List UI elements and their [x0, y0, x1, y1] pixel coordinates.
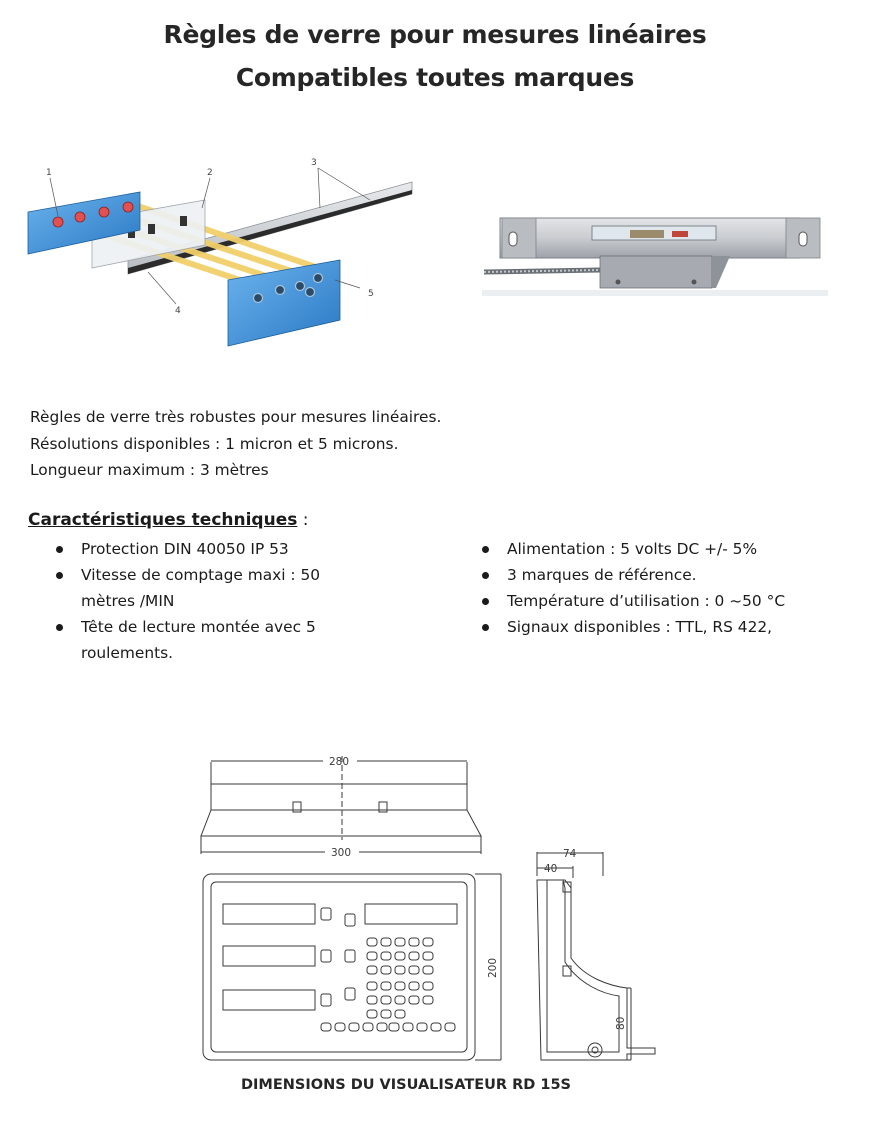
spec-item: Température d’utilisation : 0 ~50 °C — [480, 588, 840, 614]
callout-3: 3 — [311, 158, 317, 168]
glass-scale-photo — [480, 200, 830, 300]
readout-dimension-drawing — [195, 748, 675, 1078]
dim-width-top: 280 — [329, 756, 350, 768]
callout-2: 2 — [207, 168, 213, 178]
callout-1: 1 — [46, 168, 52, 178]
intro-text — [30, 404, 441, 484]
callout-4: 4 — [175, 306, 181, 316]
exploded-optical-diagram — [20, 150, 420, 355]
intro-line: Résolutions disponibles : 1 micron et 5 microns. — [30, 434, 399, 453]
dim-width-bottom: 300 — [331, 847, 352, 859]
intro-line: Longueur maximum : 3 mètres — [30, 461, 269, 479]
callout-5: 5 — [368, 289, 374, 299]
dim-height: 200 — [487, 957, 499, 978]
dim-depth-inner: 40 — [544, 863, 558, 875]
specs-heading — [28, 510, 308, 530]
spec-item: Alimentation : 5 volts DC +/- 5% — [480, 536, 840, 562]
specs-list-left — [54, 536, 354, 666]
specs-heading-colon: : — [297, 510, 309, 530]
figure-caption: DIMENSIONS DU VISUALISATEUR RD 15S — [241, 1077, 571, 1093]
spec-item: Signaux disponibles : TTL, RS 422, — [480, 614, 840, 640]
spec-item: Tête de lecture montée avec 5 roulements. — [54, 614, 354, 666]
intro-line: Règles de verre très robustes pour mesures linéaires. — [30, 408, 442, 426]
page-title-line-2: Compatibles toutes marques — [235, 63, 635, 92]
spec-item: Vitesse de comptage maxi : 50 mètres /MIN — [54, 562, 354, 614]
specs-list-right — [480, 536, 840, 640]
page-title-line-1: Règles de verre pour mesures linéaires — [163, 20, 707, 49]
spec-item: Protection DIN 40050 IP 53 — [54, 536, 354, 562]
spec-item: 3 marques de référence. — [480, 562, 840, 588]
dim-depth-total: 74 — [563, 848, 577, 860]
specs-heading-text: Caractéristiques techniques — [28, 510, 298, 530]
dim-stand-height: 80 — [615, 1016, 627, 1030]
